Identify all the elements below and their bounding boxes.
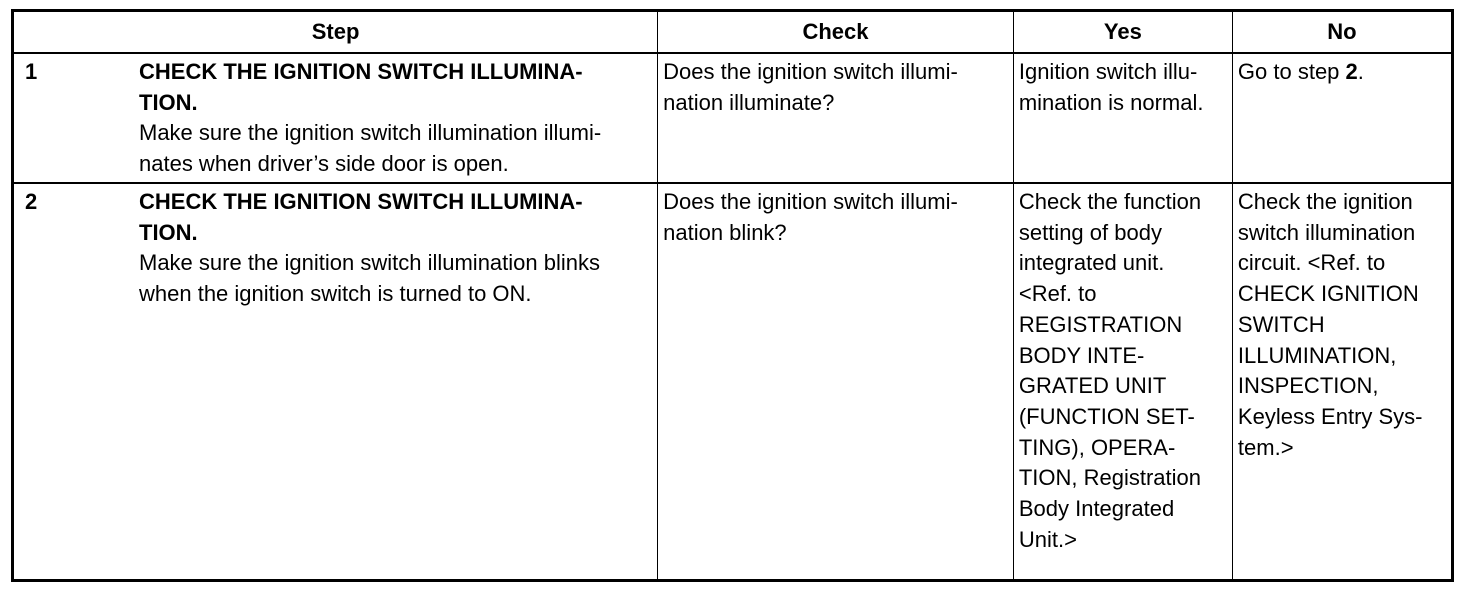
step-description-line: nates when driver’s side door is open. (139, 151, 509, 177)
step-number: 2 (25, 189, 38, 214)
check-cell (658, 183, 1014, 581)
yes-line: mination is normal. (1018, 89, 1204, 115)
yes-line: BODY INTE- (1018, 342, 1145, 368)
yes-line: GRATED UNIT (1018, 373, 1167, 399)
yes-line: Ignition switch illu- (1018, 59, 1198, 84)
no-line: INSPECTION, (1237, 373, 1379, 399)
yes-line: TING), OPERA- (1018, 434, 1176, 460)
yes-line: integrated unit. (1018, 250, 1165, 276)
no-cell (1232, 183, 1452, 581)
yes-line: (FUNCTION SET- (1018, 403, 1195, 429)
yes-line: TION, Registration (1018, 465, 1202, 491)
header-row (13, 11, 1453, 54)
step-description-line: Make sure the ignition switch illumination blinks (139, 250, 600, 276)
step-title-line: CHECK THE IGNITION SWITCH ILLUMINA- (139, 59, 583, 84)
yes-line: <Ref. to (1018, 281, 1097, 307)
table-row (13, 53, 1453, 183)
check-cell (658, 53, 1014, 183)
yes-line: setting of body (1018, 219, 1162, 245)
yes-line: Body Integrated (1018, 496, 1175, 522)
yes-line: REGISTRATION (1018, 311, 1183, 337)
step-cell (13, 53, 658, 183)
step-number: 1 (25, 59, 38, 84)
step-title-line: TION. (139, 219, 198, 245)
no-line (1238, 57, 1446, 88)
yes-cell (1013, 53, 1232, 183)
step-description-line: Make sure the ignition switch illumination illumi- (139, 120, 602, 146)
yes-line: Unit.> (1018, 526, 1077, 552)
header-step: Step (13, 11, 658, 54)
header-yes: Yes (1013, 11, 1232, 54)
no-line: Check the ignition (1237, 189, 1413, 214)
header-no: No (1232, 11, 1452, 54)
diagnostic-table (11, 9, 1454, 582)
step-title-line: TION. (139, 89, 198, 115)
check-line: Does the ignition switch illumi- (663, 189, 958, 214)
no-step-ref[interactable]: 2 (1345, 59, 1358, 84)
check-line: Does the ignition switch illumi- (663, 59, 958, 84)
step-title-line: CHECK THE IGNITION SWITCH ILLUMINA- (139, 189, 583, 214)
check-line: nation blink? (663, 219, 787, 245)
no-line: Keyless Entry Sys- (1237, 403, 1423, 429)
header-check: Check (658, 11, 1014, 54)
step-description-line: when the ignition switch is turned to ON. (139, 281, 532, 307)
no-line: SWITCH (1237, 311, 1325, 337)
no-text: Go to step (1237, 59, 1346, 84)
yes-cell (1013, 183, 1232, 581)
no-line: tem.> (1237, 434, 1294, 460)
no-line: switch illumination (1237, 219, 1416, 245)
no-line: CHECK IGNITION (1237, 281, 1419, 307)
no-line: circuit. <Ref. to (1237, 250, 1386, 276)
table-row (13, 183, 1453, 581)
step-cell (13, 183, 658, 581)
no-cell (1232, 53, 1452, 183)
no-line: ILLUMINATION, (1237, 342, 1397, 368)
yes-line: Check the function (1018, 189, 1202, 214)
no-text-suffix: . (1357, 59, 1364, 84)
check-line: nation illuminate? (663, 89, 835, 115)
